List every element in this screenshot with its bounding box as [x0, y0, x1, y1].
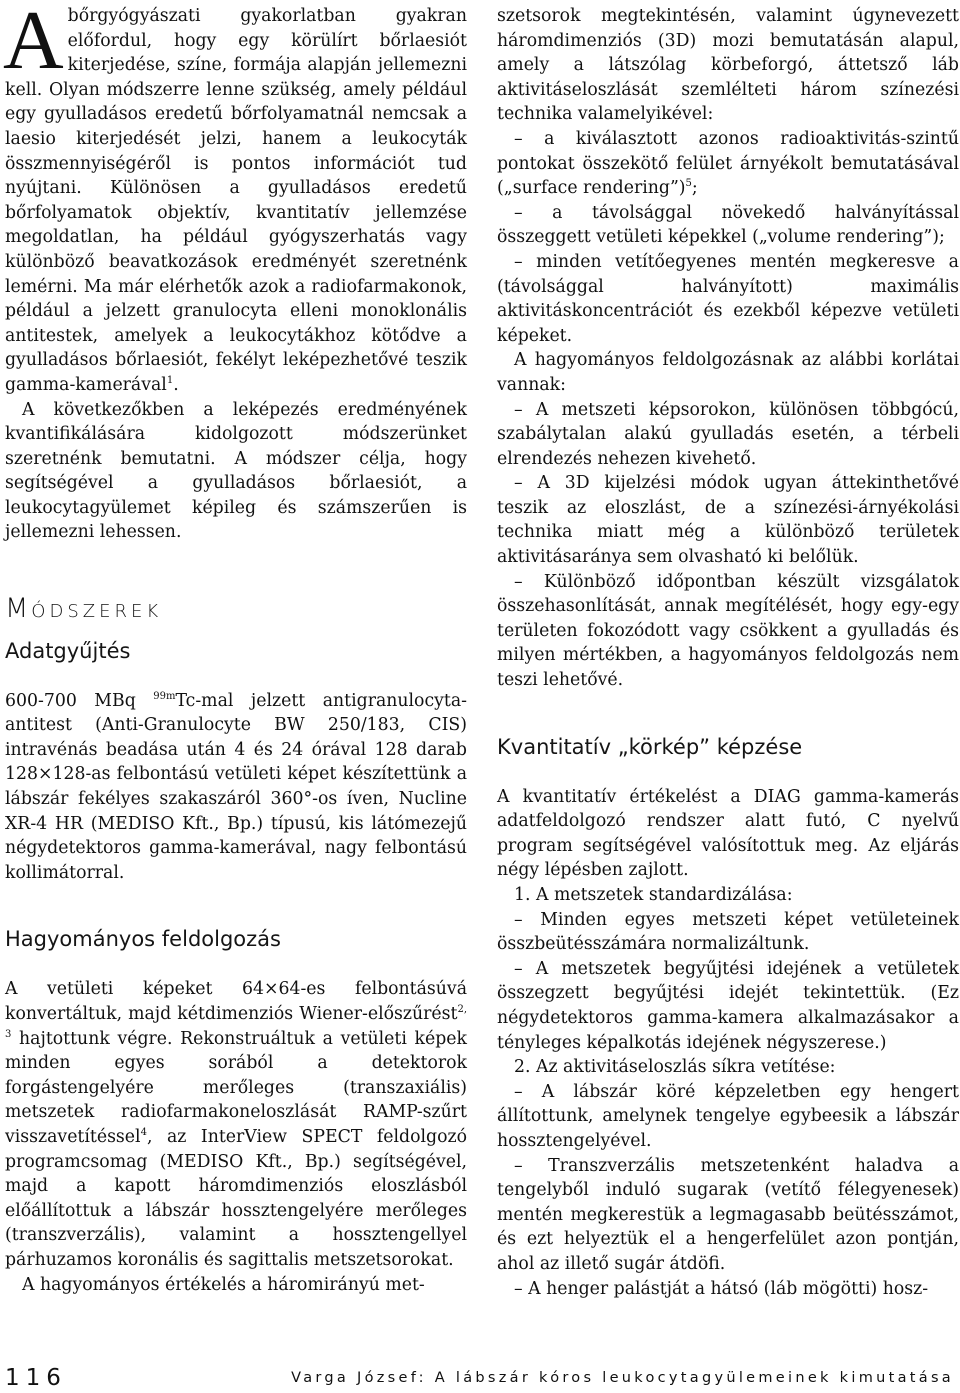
- reference-marker: 5: [685, 178, 692, 190]
- reference-marker: 2, 3: [5, 1004, 467, 1040]
- subheading-quantitative-image: Kvantitatív „körkép” képzése: [497, 734, 803, 759]
- section-title-methods: [5, 593, 467, 625]
- continued-paragraph: szetsorok megtekintésén, valamint úgynevezett háromdimenziós (3D) mozi bemutatásán alapul, amely a látszólag körbeforgó, áttetsző láb aktivitáseloszlását szemlélteti három színezési technika valamelyikével:: [497, 6, 959, 125]
- text-run: 600-700 MBq: [5, 690, 154, 711]
- isotope-superscript: 99m: [153, 690, 176, 702]
- step-2-item: – A lábszár köré képzeletben egy hengert állítottunk, amelynek tengelye egybeesik a lábszár hossztengelyével.: [497, 1081, 959, 1151]
- text-run: – a kiválasztott azonos radioaktivitás-szintű pontokat összekötő felület árnyékolt bemutatásával („surface rendering”): [497, 128, 959, 199]
- drop-cap: A: [3, 0, 64, 87]
- step-2-heading: 2. Az aktivitáseloszlás síkra vetítése:: [514, 1057, 836, 1078]
- reference-marker: 1: [166, 375, 174, 387]
- step-1-heading: 1. A metszetek standardizálása:: [514, 885, 793, 905]
- bullet-surface-rendering: [497, 127, 959, 201]
- page-number: 116: [5, 1365, 67, 1391]
- intro-paragraph: [3, 0, 467, 398]
- quantitative-paragraph: A kvantitatív értékelést a DIAG gamma-kamerás adatfeldolgozó rendszer alatt futó, C nyelvű program segítségével valósítottuk meg. Az eljárás négy lépésben zajlott.: [497, 786, 959, 881]
- section-title-rest: ÓDSZEREK: [31, 601, 163, 623]
- limitation-item: – A 3D kijelzési módok ugyan áttekinthetővé teszik az eloszlást, de a színezési-árnyékolási technika miatt még a különböző területek aktivitásaránya sem olvasható ki belőlük.: [497, 473, 959, 568]
- bullet-maximum-projection: – minden vetítőegyenes mentén megkeresve a (távolsággal halványított) maximális aktivitáskoncentrációt és ezekből képezve vetületi képeket.: [497, 251, 959, 346]
- subheading-data-collection: Adatgyűjtés: [5, 638, 131, 663]
- text-run: , az InterView SPECT feldolgozó programcsomag (MEDISO Kft., Bp.) segítségével, majd a kapott háromdimenziós eloszlásból előállítottuk a lábszár hossztengelyére merőleges (transzverzális), valamint a hossztengellyel párhuzamos koronális és sagittalis metszetsorokat.: [5, 1126, 467, 1270]
- step-1-item: – A metszetek begyűjtési idejének a vetületek összegzett begyűjtési idejét tekintettük. (Ez négydetektoros gamma-kamera alkalmazásakor a tényleges képalkotás idejének négyszerese.): [497, 958, 959, 1053]
- reference-marker: 4: [140, 1127, 147, 1139]
- text-run: A vetületi képeket 64×64-es felbontásúvá konvertáltuk, majd kétdimenziós Wiener-előszűrést: [5, 979, 467, 1024]
- left-column: [3, 0, 467, 1297]
- bullet-volume-rendering: – a távolsággal növekedő halványítással összeggett vetületi képekkel („volume rendering”);: [497, 202, 959, 248]
- evaluation-paragraph: A hagyományos értékelés a háromirányú met-: [22, 1274, 425, 1295]
- intro-text: bőrgyógyászati gyakorlatban gyakran előfordul, hogy egy körülírt bőrlaesiót kiterjedése, színe, formája alapján jellemezni kell. Olyan módszerre lenne szükség, amely például egy gyulladásos eredetű bőrfolyamatnál nemcsak a laesio kiterjedését jelzi, hanem a leukocyták összmennyiségéről is pontos információt tud nyújtani. Különösen a gyulladásos eredetű bőrfolyamatok objektív, kvantitatív jellemzése megoldatlan, ha például gyógyszerhatás vagy különböző beavatkozások eredményét szeretnénk lemérni. Ma már elérhetők azok a radiofarmakonok, például a jelzett granulocyta elleni monoklonális antitestek, amelyek a leukocytákhoz kötődve a gyulladásos bőrlaesiót, fekélyt leképezhetővé teszik gamma-kamerával: [5, 6, 467, 395]
- running-title: Varga József: A lábszár kóros leukocytagyülemeinek kimutatása: [291, 1370, 954, 1386]
- intro-end: .: [173, 374, 179, 395]
- step-1-item: – Minden egyes metszeti képet vetületeinek összbeütésszámára normalizáltunk.: [497, 909, 959, 955]
- step-2-item: – Transzverzális metszetenként haladva a tengelyből induló sugarak (vetítő félegyenesek) mentén megkerestük a legmagasabb beütésszámot, és ezt helyeztük el a hengerfelület azon pontján, ahol az illető sugár átdöfi.: [497, 1155, 959, 1274]
- limitations-intro: A hagyományos feldolgozásnak az alábbi korlátai vannak:: [497, 350, 959, 395]
- processing-paragraph: [5, 977, 467, 1272]
- text-run: Tc-mal jelzett antigranulocyta-antitest (Anti-Granulocyte BW 250/183, CIS) intravénás beadása után 4 és 24 órával 128 darab 128×128-as felbontású vetületi képet készítettünk a lábszár fekélyes szakaszáról 360°-os íven, Nucline XR-4 HR (MEDISO Kft., Bp.) típusú, kis látómezejű négydetektoros gamma-kamerával, nagy felbontású kollimátorral.: [5, 690, 467, 883]
- limitation-item: – A metszeti képsorokon, különösen többgócú, szabálytalan alakú gyulladás esetén, a térbeli elrendezés nehezen kivehető.: [497, 399, 959, 469]
- aim-paragraph: A következőkben a leképezés eredményének kvantifikálására kidolgozott módszerünket szeretnénk bemutatni. A módszer célja, hogy segítségével a gyulladásos bőrlaesiót, a leukocytagyülemet képileg és számszerűen is jellemezni lehessen.: [5, 399, 467, 543]
- text-run: hajtottunk végre. Rekonstruáltuk a vetületi képek minden egyes sorából a detektorok forgástengelyére merőleges (transzaxiális) metszetek radiofarmakoneloszlását RAMP-szűrt visszavetítéssel: [5, 1028, 467, 1147]
- section-title-initial: M: [5, 593, 32, 625]
- subheading-conventional-processing: Hagyományos feldolgozás: [5, 927, 281, 952]
- right-column: [497, 4, 959, 1301]
- text-run: ;: [691, 178, 698, 199]
- data-collection-paragraph: [5, 689, 467, 886]
- step-2-item: – A henger palástját a hátsó (láb mögötti) hosz-: [514, 1278, 929, 1299]
- limitation-item: – Különböző időpontban készült vizsgálatok összehasonlítását, annak megítélését, hogy egy-egy területen fokozódott vagy csökkent a gyulladás és milyen mértékben, a hagyományos feldolgozás nem teszi lehetővé.: [497, 571, 959, 691]
